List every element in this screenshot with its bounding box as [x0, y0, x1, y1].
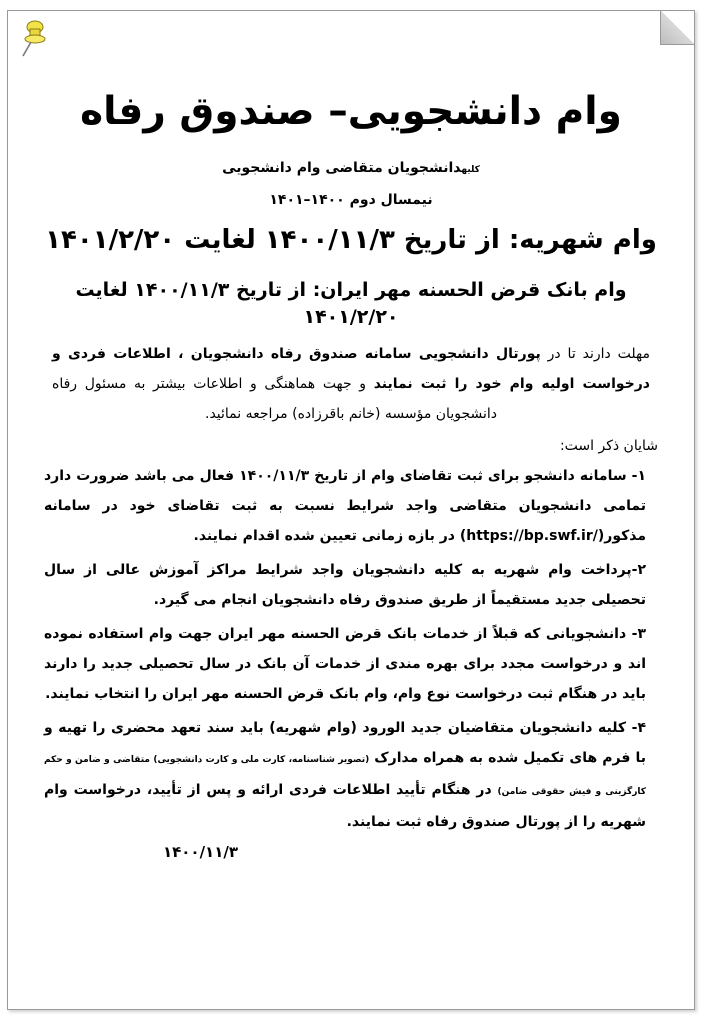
document-page: [7, 10, 695, 1010]
footer-date: ۱۴۰۰/۱۱/۳: [162, 842, 238, 861]
deadline-paragraph: [52, 339, 650, 429]
intro-text: دانشجویان متقاضی وام دانشجویی: [222, 159, 462, 176]
note-item-4: [44, 713, 658, 837]
note-1-text-before: ۱- سامانه دانشجو برای ثبت تقاضای وام از تاریخ ۱۴۰۰/۱۱/۳ فعال می باشد ضرورت دارد تمامی دانشجویان متقاضی واجد شرایط نسبت به ثبت تقاضای خود در سامانه مذکور(: [44, 467, 646, 544]
note-item-3: ۳- دانشجویانی که قبلاً از خدمات بانک قرض الحسنه مهر ایران جهت وام استفاده نموده اند و درخواست مجدد برای بهره مندی از خدمات آن بانک در سال تحصیلی جدید را دارند باید در هنگام ثبت درخواست نوع وام، وام بانک قرض الحسنه مهر ایران را انتخاب نمایند.: [44, 625, 646, 702]
paragraph-part2: پورتال دانشجویی سامانه صندوق رفاه دانشجویان ، اطلاعات فردی و درخواست اولیه وام خود را ثبت نمایند: [52, 345, 650, 392]
document-content: [44, 75, 658, 861]
tuition-loan-heading: وام شهریه: از تاریخ ۱۴۰۰/۱۱/۳ لغایت ۱۴۰۱/۲/۲۰: [45, 224, 657, 255]
notes-heading: شایان ذکر است:: [559, 437, 658, 454]
bank-loan-heading: وام بانک قرض الحسنه مهر ایران: از تاریخ ۱۴۰۰/۱۱/۳ لغایت ۱۴۰۱/۲/۲۰: [75, 279, 627, 329]
intro-prefix: کلیه: [461, 164, 480, 175]
page-title: وام دانشجویی– صندوق رفاه: [80, 89, 622, 134]
note-item-1: [44, 461, 658, 551]
note-4-text-after: در هنگام تأیید اطلاعات فردی ارائه و پس از تأیید، درخواست وام شهریه را از پورتال صندوق رفاه ثبت نمایند.: [44, 781, 646, 830]
semester-line: نیمسال دوم ۱۴۰۰–۱۴۰۱: [269, 191, 433, 208]
intro-line: [44, 160, 658, 176]
portal-url-link[interactable]: https://bp.swf.ir/: [466, 527, 598, 544]
pushpin-icon: [18, 19, 50, 59]
paragraph-part3: و جهت هماهنگی و اطلاعات بیشتر به مسئول رفاه دانشجویان مؤسسه (خانم باقرزاده) مراجعه نمائید.: [52, 375, 497, 422]
folded-corner: [660, 11, 694, 45]
note-item-2: ۲-پرداخت وام شهریه به کلیه دانشجویان واجد شرایط مراکز آموزش عالی از سال تحصیلی جدید مستقیماً از طریق صندوق رفاه دانشجویان انجام می گیرد.: [44, 561, 646, 608]
note-4-documents: (تصویر شناسنامه، کارت ملی و کارت دانشجویی) متقاضی و ضامن و حکم کارگزینی و فیش حقوقی ضامن): [44, 754, 646, 797]
paragraph-part1: مهلت دارند تا در: [540, 345, 651, 362]
note-1-text-after: ) در بازه زمانی تعیین شده اقدام نمایند.: [193, 527, 467, 544]
note-4-text-before: ۴- کلیه دانشجویان متقاضیان جدید الورود (وام شهریه) باید سند تعهد محضری را تهیه و با فرم های تکمیل شده به همراه مدارک: [44, 719, 646, 766]
